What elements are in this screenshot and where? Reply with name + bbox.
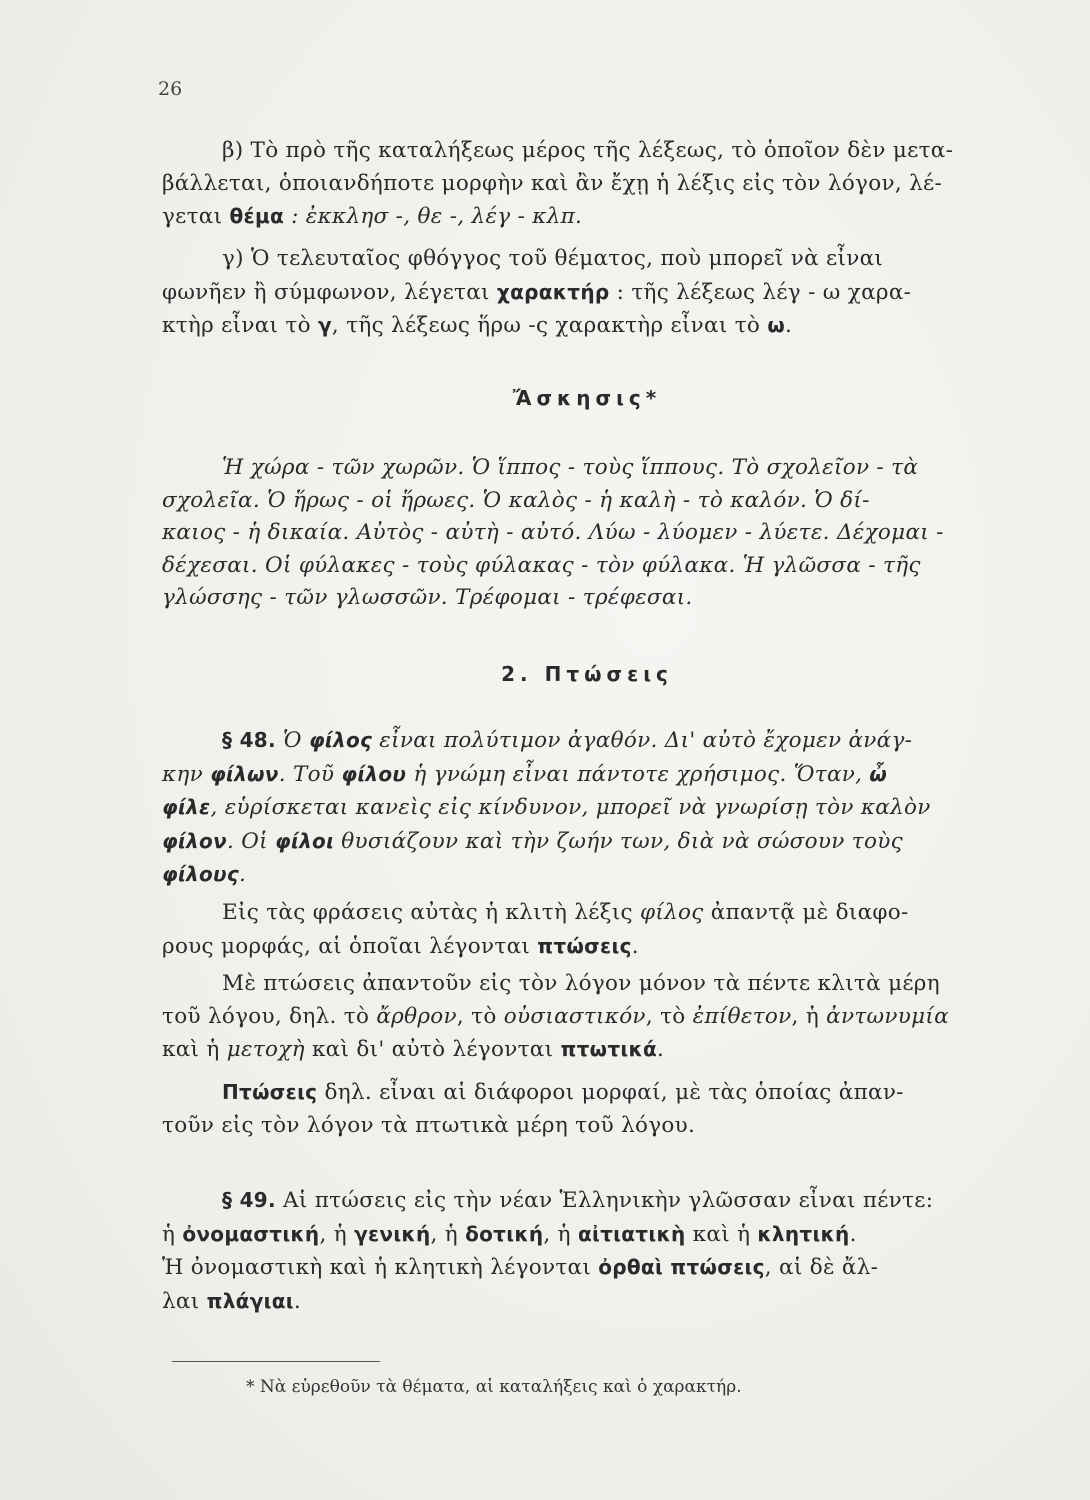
bold-term: ὀρθαὶ πτώσεις xyxy=(598,1255,765,1279)
bold-term: πτωτικά xyxy=(560,1037,658,1061)
page-number: 26 xyxy=(158,78,183,100)
text-line: Ἡ χώρα - τῶν χωρῶν. Ὁ ἵππος - τοὺς ἵππους. Τὸ σχολεῖον - τὰ xyxy=(222,455,919,480)
paragraph-forms xyxy=(162,897,1012,963)
section-mark: § 48. xyxy=(222,728,276,752)
text-run: : τῆς λέξεως λέγ - ω χαρα- xyxy=(609,279,912,305)
text-run: , ἡ xyxy=(430,1221,466,1247)
text-line: γλώσσης - τῶν γλωσσῶν. Τρέφομαι - τρέφεσαι. xyxy=(162,585,693,610)
text-line xyxy=(162,309,1012,343)
bold-term: φίλος xyxy=(308,728,373,752)
text-run: , τὸ xyxy=(456,1003,504,1029)
bold-term: πτώσεις xyxy=(537,933,632,958)
text-run: ἀπαντᾷ μὲ διαφο- xyxy=(703,900,909,925)
bold-term: φίλε xyxy=(162,795,211,819)
text-run: δηλ. εἶναι αἱ διάφοροι μορφαί, μὲ τὰς ὁποίας ἀπαν- xyxy=(317,1080,904,1105)
paragraph-48 xyxy=(162,724,1012,892)
bold-term: δοτική xyxy=(465,1221,544,1246)
text-run: καὶ δι' αὐτὸ λέγονται xyxy=(304,1037,561,1062)
italic-run: . xyxy=(239,862,247,887)
text-run: γεται xyxy=(162,204,230,229)
text-run: . xyxy=(631,933,639,959)
italic-run: θυσιάζουν καὶ τὴν ζωήν των, διὰ νὰ σώσουν τοὺς xyxy=(334,828,903,854)
text-line xyxy=(162,724,1012,758)
text-run: , τὸ xyxy=(645,1003,693,1029)
paragraph-definition xyxy=(162,1076,1012,1142)
section-heading: 2. Πτώσεις xyxy=(501,662,673,686)
text-run: . xyxy=(293,1288,302,1314)
text-line xyxy=(162,825,1012,859)
bold-term: Πτώσεις xyxy=(222,1080,318,1104)
text-line xyxy=(162,930,1012,964)
text-line: β) Τὸ πρὸ τῆς καταλήξεως μέρος τῆς λέξεως, τὸ ὁποῖον δὲν μετα- xyxy=(222,138,954,163)
text-run: . xyxy=(849,1221,857,1247)
bold-term: φίλον xyxy=(162,828,227,853)
text-run: Ἡ ὀνομαστικὴ καὶ ἡ κλητικὴ λέγονται xyxy=(162,1255,599,1280)
text-run: , ἡ xyxy=(791,1003,827,1029)
text-line xyxy=(162,200,1012,234)
paragraph-parts xyxy=(162,968,1012,1067)
bold-term: χαρακτήρ xyxy=(496,279,610,304)
bold-term: γενική xyxy=(354,1221,431,1246)
text-line xyxy=(162,1076,1012,1110)
text-line xyxy=(162,758,1012,792)
exercise-paragraph xyxy=(162,452,1012,615)
bold-term: πλάγιαι xyxy=(206,1288,294,1313)
bold-term: φίλου xyxy=(341,761,407,786)
text-line xyxy=(162,791,1012,825)
paragraph-49 xyxy=(162,1184,1012,1318)
italic-run: φίλος xyxy=(640,900,704,925)
italic-run: οὐσιαστικόν xyxy=(503,1003,646,1029)
text-run: καὶ ἡ xyxy=(162,1037,227,1062)
text-run: φωνῆεν ἢ σύμφωνον, λέγεται xyxy=(162,279,497,305)
bold-term: φίλοι xyxy=(275,828,335,853)
text-run: Αἱ πτώσεις εἰς τὴν νέαν Ἑλληνικὴν γλῶσσαν εἶναι πέντε: xyxy=(283,1188,934,1213)
bold-term: ω xyxy=(767,313,785,337)
footnote: * Νὰ εὑρεθοῦν τὰ θέματα, αἱ καταλήξεις καὶ ὁ χαρακτήρ. xyxy=(246,1377,742,1397)
bold-term: θέμα xyxy=(229,204,284,228)
text-run: κτὴρ εἶναι τὸ xyxy=(162,313,318,338)
footnote-rule xyxy=(172,1361,380,1362)
text-line xyxy=(162,1285,1012,1319)
italic-run: ἐπίθετον xyxy=(692,1003,792,1029)
italic-run: μετοχὴ xyxy=(226,1037,305,1062)
text-line xyxy=(162,1218,1012,1252)
bold-term: ὀνομαστική xyxy=(182,1221,320,1246)
paragraph-gamma xyxy=(162,243,1012,343)
text-run: καὶ ἡ xyxy=(685,1221,758,1247)
italic-run: . Τοῦ xyxy=(278,761,342,787)
text-line: καιος - ἡ δικαία. Αὐτὸς - αὐτὴ - αὐτό. Λύω - λύομεν - λύετε. Δέχομαι - xyxy=(162,520,944,545)
text-line xyxy=(162,1001,1012,1034)
bold-term: ὦ xyxy=(869,761,888,786)
text-line: τοῦν εἰς τὸν λόγον τὰ πτωτικὰ μέρη τοῦ λόγου. xyxy=(162,1112,696,1138)
italic-run: . Οἱ xyxy=(226,828,276,854)
bold-term: αἰτιατικὴ xyxy=(577,1221,686,1246)
text-line xyxy=(162,897,1012,930)
text-line xyxy=(162,276,1012,310)
text-run: . xyxy=(657,1037,665,1062)
italic-run: Ὁ xyxy=(283,728,309,753)
text-run: , ἡ xyxy=(319,1221,355,1247)
italic-run: ἀντωνυμία xyxy=(826,1003,949,1029)
italic-run: κην xyxy=(162,761,211,787)
text-run: ἡ xyxy=(162,1221,183,1247)
bold-term: κλητική xyxy=(757,1221,850,1246)
text-run: ρους μορφάς, αἱ ὁποῖαι λέγονται xyxy=(162,933,538,959)
bold-term: φίλους xyxy=(162,862,239,886)
text-line: βάλλεται, ὁποιανδήποτε μορφὴν καὶ ἂν ἔχῃ ἡ λέξις εἰς τὸν λόγον, λέ- xyxy=(162,170,943,196)
text-line xyxy=(162,1251,1012,1285)
text-line: Μὲ πτώσεις ἀπαντοῦν εἰς τὸν λόγον μόνον τὰ πέντε κλιτὰ μέρη xyxy=(222,971,940,996)
paragraph-beta xyxy=(162,135,1012,234)
text-run: λαι xyxy=(162,1288,207,1314)
section-mark: § 49. xyxy=(222,1188,276,1212)
exercise-heading: Ἄσκησις* xyxy=(512,386,662,410)
italic-run: ἡ γνώμη εἶναι πάντοτε χρήσιμος. Ὅταν, xyxy=(406,761,870,787)
text-line: σχολεῖα. Ὁ ἥρως - οἱ ἥρωες. Ὁ καλὸς - ἡ καλὴ - τὸ καλόν. Ὁ δί- xyxy=(162,487,870,513)
text-run: , τῆς λέξεως ἥρω -ς χαρακτὴρ εἶναι τὸ xyxy=(331,313,768,338)
italic-run: , εὑρίσκεται κανεὶς εἰς κίνδυνον, μπορεῖ νὰ γνωρίσῃ τὸν καλὸν xyxy=(210,795,931,820)
text-run: τοῦ λόγου, δηλ. τὸ xyxy=(162,1003,377,1029)
text-line xyxy=(162,1184,1012,1218)
italic-run: ἄρθρον xyxy=(376,1003,457,1029)
text-line xyxy=(162,1033,1012,1067)
text-run: Εἰς τὰς φράσεις αὐτὰς ἡ κλιτὴ λέξις xyxy=(222,900,641,925)
text-run: , ἡ xyxy=(543,1221,578,1247)
bold-term: γ xyxy=(317,313,332,337)
text-line xyxy=(162,858,1012,892)
italic-run: εἶναι πολύτιμον ἀγαθόν. Δι' αὐτὸ ἔχομεν ἀνάγ- xyxy=(372,728,913,753)
text-run: . xyxy=(785,313,793,338)
bold-term: φίλων xyxy=(210,761,279,786)
text-line: δέχεσαι. Οἱ φύλακες - τοὺς φύλακας - τὸν φύλακα. Ἡ γλῶσσα - τῆς xyxy=(162,552,921,578)
text-line: γ) Ὁ τελευταῖος φθόγγος τοῦ θέματος, ποὺ μπορεῖ νὰ εἶναι xyxy=(222,246,884,271)
text-run: , αἱ δὲ ἄλ- xyxy=(764,1255,879,1280)
italic-run: : ἐκκλησ -, θε -, λέγ - κλπ. xyxy=(284,204,583,229)
